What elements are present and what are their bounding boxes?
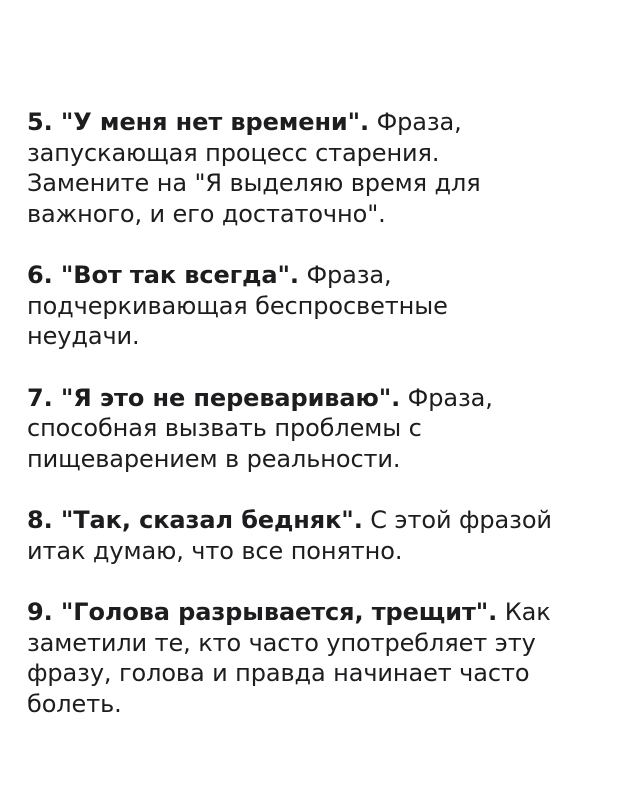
phrase-text: Фраза,: [376, 108, 462, 136]
phrase-text: С этой фразой: [370, 506, 552, 534]
phrase-text: запускающая процесс старения.: [27, 138, 440, 167]
phrase-text: способная вызвать проблемы с: [27, 414, 422, 442]
phrase-text: фразу, голова и правда начинает часто: [27, 659, 530, 687]
phrase-item-8: [27, 505, 627, 566]
phrase-item-9: [27, 597, 627, 719]
phrase-item-5: [27, 107, 627, 229]
phrase-text: важного, и его достаточно".: [27, 199, 386, 228]
phrase-text: неудачи.: [27, 322, 140, 350]
phrase-title: 8. "Так, сказал бедняк".: [27, 506, 363, 534]
phrase-text: пищеварением в реальности.: [27, 444, 401, 473]
phrase-text: подчеркивающая беспросветные: [27, 291, 448, 320]
phrase-item-6: [27, 260, 627, 352]
phrases-list: [27, 107, 627, 750]
phrase-text: болеть.: [27, 689, 122, 718]
phrase-title: 6. "Вот так всегда".: [27, 261, 299, 289]
phrase-text: Фраза,: [407, 383, 493, 412]
phrase-text: заметили те, кто часто употребляет эту: [27, 628, 536, 657]
phrase-title: 9. "Голова разрывается, трещит".: [27, 598, 498, 626]
phrase-title: 7. "Я это не перевариваю".: [27, 383, 401, 412]
phrase-text: Замените на "Я выделяю время для: [27, 169, 481, 197]
phrase-title: 5. "У меня нет времени".: [27, 108, 370, 136]
phrase-text: Как: [504, 598, 551, 626]
phrase-item-7: [27, 383, 627, 475]
phrase-text: итак думаю, что все понятно.: [27, 536, 403, 565]
phrase-text: Фраза,: [306, 261, 392, 289]
